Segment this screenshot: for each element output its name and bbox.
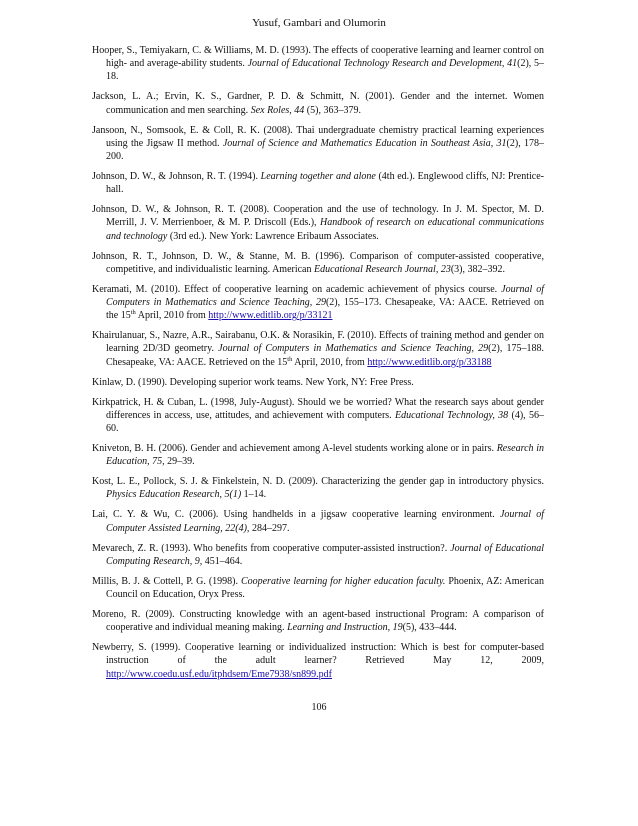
- reference-text: (2), 155–173. Chesapeake, VA: AACE. Retrieved on the 15: [106, 297, 544, 322]
- reference-millis: [92, 575, 544, 601]
- reference-italic-text: Sex Roles, 44: [250, 104, 305, 116]
- reference-text: (3), 382–392.: [450, 263, 505, 275]
- reference-newberry: [92, 641, 544, 681]
- reference-list: [92, 44, 544, 688]
- reference-italic-text: Research in Education, 75,: [106, 443, 544, 468]
- reference-text: Hooper, S., Temiyakarn, C. & Williams, M. D. (1993). The effects of cooperative learning and learner control on high- and average-ability students.: [92, 45, 544, 70]
- reference-italic-text: Learning and Instruction, 19: [287, 622, 403, 634]
- reference-moreno: [92, 608, 544, 634]
- reference-text: Jansoon, N., Somsook, E. & Coll, R. K. (2008). Thai undergraduate chemistry practical learning experiences using the Jigsaw II method.: [92, 124, 544, 149]
- reference-italic-text: Educational Technology, 38: [394, 409, 509, 421]
- reference-kniveton: [92, 442, 544, 468]
- reference-italic-text: Handbook of research on educational communications and technology: [106, 217, 544, 242]
- reference-italic-text: Educational Research Journal, 23: [314, 263, 451, 275]
- reference-link[interactable]: http://www.editlib.org/p/33121: [208, 310, 333, 322]
- reference-johnson1996: [92, 250, 544, 276]
- reference-text: 284–297.: [249, 522, 290, 534]
- reference-johnson2008: [92, 203, 544, 243]
- reference-text: 29–39.: [164, 456, 195, 468]
- ordinal-superscript: th: [287, 355, 293, 363]
- reference-text: April, 2010 from: [135, 310, 209, 322]
- reference-text: Keramati, M. (2010). Effect of cooperative learning on academic achievement of physics course.: [92, 283, 502, 295]
- reference-text: (5), 363–379.: [304, 104, 361, 116]
- reference-jansoon: [92, 124, 544, 164]
- reference-text: Kost, L. E., Pollock, S. J. & Finkelstein, N. D. (2009). Characterizing the gender gap in introductory physics.: [92, 476, 544, 488]
- running-head: Yusuf, Gambari and Olumorin: [252, 17, 386, 29]
- reference-italic-text: Learning together and alone: [260, 171, 376, 183]
- reference-text: Lai, C. Y. & Wu, C. (2006). Using handhelds in a jigsaw cooperative learning environment.: [92, 509, 500, 521]
- reference-text: Mevarech, Z. R. (1993). Who benefits from cooperative computer-assisted instruction?.: [92, 542, 451, 554]
- reference-khairulanuar: [92, 329, 544, 369]
- reference-italic-text: Physics Education Research, 5(1): [106, 489, 242, 501]
- reference-italic-text: Journal of Computers in Mathematics and Science Teaching, 29: [218, 343, 489, 355]
- ordinal-superscript: th: [130, 309, 136, 317]
- reference-text: Phoenix, AZ: American Council on Education, Oryx Press.: [106, 575, 544, 601]
- reference-text: (2), 178–200.: [106, 137, 544, 163]
- reference-text: Kirkpatrick, H. & Cuban, L. (1998, July-August). Should we be worried? What the research says about gender differences in access, use, attitudes, and achievement with computers.: [92, 396, 544, 421]
- reference-jackson: [92, 90, 544, 116]
- reference-lai: [92, 508, 544, 534]
- reference-link[interactable]: http://www.coedu.usf.edu/itphdsem/Eme7938/sn899.pdf: [106, 668, 332, 680]
- reference-text: (2), 5–18.: [106, 58, 544, 83]
- reference-link[interactable]: http://www.editlib.org/p/33188: [367, 356, 492, 368]
- reference-text: April, 2010, from: [292, 356, 368, 368]
- reference-text: (4), 56–60.: [106, 409, 544, 435]
- reference-italic-text: Journal of Educational Computing Research, 9,: [106, 542, 544, 567]
- reference-text: Moreno, R. (2009). Constructing knowledge with an agent-based instructional Program: A comparison of cooperative and individual meaning making.: [92, 609, 544, 634]
- reference-text: Kinlaw, D. (1990). Developing superior work teams. New York, NY: Free Press.: [92, 376, 414, 388]
- reference-text: Khairulanuar, S., Nazre, A.R., Sairabanu, O.K. & Norasikin, F. (2010). Effects of training method and gender on learning 2D/3D geometry.: [92, 330, 544, 355]
- reference-kirkpatrick: [92, 396, 544, 436]
- reference-text: (5), 433–444.: [402, 622, 457, 634]
- reference-italic-text: Journal of Computer Assisted Learning, 22(4),: [106, 509, 545, 534]
- reference-mevarech: [92, 542, 544, 568]
- reference-text: Millis, B. J. & Cottell, P. G. (1998).: [92, 575, 241, 587]
- reference-italic-text: Cooperative learning for higher education faculty.: [240, 575, 446, 587]
- reference-keramati: [92, 283, 544, 323]
- reference-italic-text: Journal of Educational Technology Research and Development, 41: [247, 58, 518, 70]
- reference-italic-text: Journal of Science and Mathematics Education in Southeast Asia, 31: [222, 137, 507, 149]
- reference-text: Jackson, L. A.; Ervin, K. S., Gardner, P. D. & Schmitt, N. (2001). Gender and the internet. Women communication and men searching.: [92, 91, 544, 116]
- reference-text: Johnson, R. T., Johnson, D. W., & Stanne, M. B. (1996). Comparison of computer-assisted cooperative, competitive, and individualistic learning. American: [92, 250, 544, 275]
- reference-text: (2), 175–188. Chesapeake, VA: AACE. Retrieved on the 15: [106, 343, 544, 368]
- reference-johnson1994: [92, 170, 544, 196]
- reference-hooper: [92, 44, 544, 84]
- reference-text: (4th ed.). Englewood cliffs, NJ: Prentice-hall.: [106, 171, 544, 196]
- reference-text: (3rd ed.). New York: Lawrence Eribaum Associates.: [167, 230, 379, 242]
- reference-italic-text: Journal of Computers in Mathematics and Science Teaching, 29: [106, 283, 545, 309]
- reference-kost: [92, 475, 544, 501]
- reference-text: 451–464.: [202, 555, 243, 567]
- reference-text: Kniveton, B. H. (2006). Gender and achievement among A-level students working alone or in pairs.: [92, 443, 497, 455]
- reference-kinlaw: [92, 376, 544, 389]
- reference-text: Johnson, D. W., & Johnson, R. T. (1994).: [92, 171, 261, 183]
- page-number: 106: [311, 702, 327, 713]
- reference-text: Johnson, D. W., & Johnson, R. T. (2008). Cooperation and the use of technology. In J. M. Spector, M. D. Merrill, J. V. Merrienboer, & M. P. Driscoll (Eds.),: [92, 204, 544, 229]
- reference-text: 1–14.: [241, 489, 267, 501]
- reference-text: Newberry, S. (1999). Cooperative learning or individualized instruction: Which is best for computer-based instruction of the adult learner? Retrieved May 12, 2009,: [92, 642, 544, 667]
